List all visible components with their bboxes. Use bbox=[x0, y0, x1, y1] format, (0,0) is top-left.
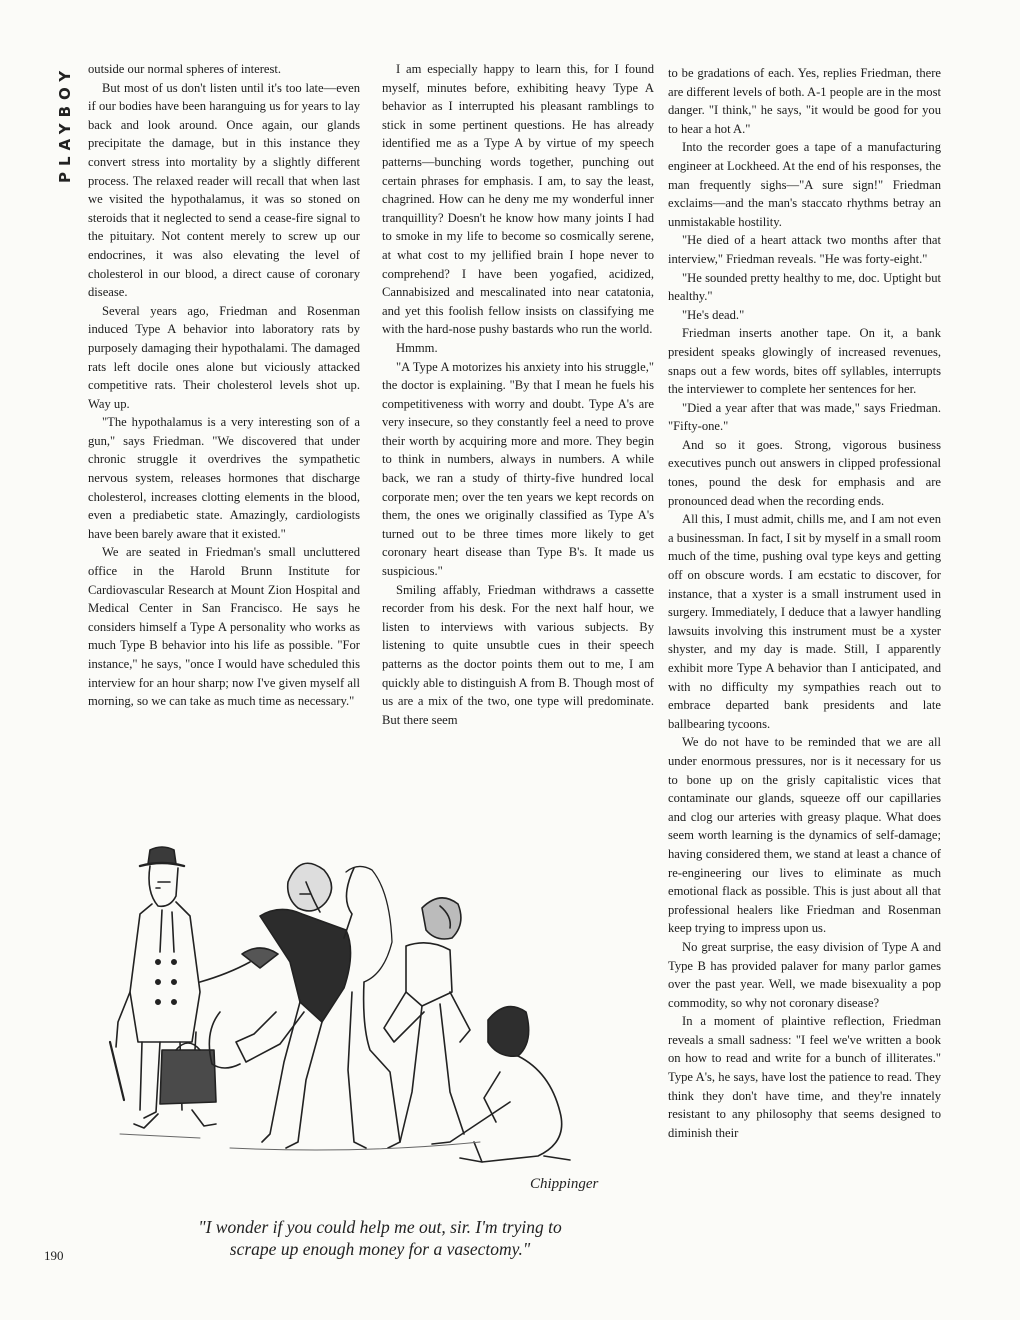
paragraph: Several years ago, Friedman and Rosenman induced Type A behavior into laboratory rats by purposely damaging their hypothalami. The damaged rats left docile ones alone but viciously attacked competitive rats. Their cholesterol levels shot up. Way up. bbox=[88, 303, 360, 411]
paragraph: No great surprise, the easy division of Type A and Type B has provided palaver for many parlor games over the past year. Well, we made bisexuality a pop commodity, so why not coronary disease? bbox=[668, 939, 941, 1010]
paragraph: But most of us don't listen until it's too late—even if our bodies have been haranguing us for years to lay back and look around. Once again, our glands precipitate the damage, but in this instance they convert stress into mortality by a slightly different process. The relaxed reader will recall that when last we visited the hypothalamus, it was so stoned on steroids that it neglected to send a cease-fire signal to the pituitary. Not content merely to screw up our endocrines, it was also elevating the level of cholesterol in our blood, a direct cause of coronary disease. bbox=[88, 80, 360, 300]
page-number: 190 bbox=[44, 1248, 64, 1263]
paragraph: to be gradations of each. Yes, replies Friedman, there are different levels of both. A-1 people are in the most danger. "I think," he says, "it would be good for you to hear a hot A." bbox=[668, 66, 941, 136]
article-column-1 bbox=[88, 60, 360, 711]
paragraph: "He sounded pretty healthy to me, doc. Uptight but healthy." bbox=[668, 270, 941, 304]
caption-line: "I wonder if you could help me out, sir. I'm trying to bbox=[198, 1217, 562, 1237]
caption-line: scrape up enough money for a vasectomy." bbox=[229, 1239, 531, 1259]
paragraph: And so it goes. Strong, vigorous business executives punch out answers in clipped professional tones, pound the desk for emphasis and are pronounced dead when the recording ends. bbox=[668, 437, 941, 508]
paragraph: outside our normal spheres of interest. bbox=[88, 62, 282, 76]
paragraph: Hmmm. bbox=[396, 340, 438, 355]
cartoon-caption bbox=[110, 1216, 650, 1260]
paragraph: We are seated in Friedman's small uncluttered office in the Harold Brunn Institute for Cardiovascular Research at Mount Zion Hospital and Medical Center in San Francisco. He says he considers himself a Type A personality who works as much Type B behavior into his life as possible. "For instance," he says, "once I would have scheduled this interview for an hour sharp; now I've given myself all morning, so we can take as much time as necessary." bbox=[88, 545, 360, 709]
paragraph: Friedman inserts another tape. On it, a bank president speaks glowingly of increased revenues, snaps out a few words, bites off syllables, interrupts the interviewer to complete her sentences for her. bbox=[668, 326, 941, 397]
paragraph: "Died a year after that was made," says Friedman. "Fifty-one." bbox=[668, 400, 941, 434]
article-column-2 bbox=[382, 60, 654, 729]
paragraph: "He's dead." bbox=[682, 307, 745, 322]
kneeling-figure bbox=[432, 1007, 570, 1162]
paragraph: I am especially happy to learn this, for I found myself, minutes before, exhibiting heavy Type A behavior as I interrupted his pleasant ramblings to stick in some pertinent questions. He has already identified me as a Type A by virtue of my speech patterns—bunching words together, punching out certain phrases for emphasis. I am, to say the least, chagrined. How can he deny me my wonderful inner tranquillity? Doesn't he know how many joints I had to smoke in my life to become so cosmically serene, at what cost to my jellified brain I hope never to comprehend? I have been yogafied, acidized, Cannabisized and mescalinated into near catatonia, and yet this foolish fellow insists on classifying me with the hard-nose pushy bastards who run the world. bbox=[382, 62, 654, 337]
article-column-3 bbox=[668, 64, 941, 1142]
paragraph: Into the recorder goes a tape of a manufacturing engineer at Lockheed. At the end of his responses, the man frequently sighs—"A sure sign!" Friedman exclaims—and the man's staccato rhythms betray an unmistakable hostility. bbox=[668, 140, 941, 229]
cartoonist-signature: Chippinger bbox=[530, 1176, 599, 1192]
paragraph: "The hypothalamus is a very interesting son of a gun," says Friedman. "We discovered that under chronic struggle it overdrives the sympathetic nervous system, releases hormones that discharge cholesterol, increases clotting elements in the blood, even a prediabetic state. Amazingly, cardiologists have been barely aware that it existed." bbox=[88, 415, 360, 541]
paragraph: All this, I must admit, chills me, and I am not even a businessman. In fact, I sit by myself in a small room much of the time, pushing oval type keys and getting off on obscure words. I am ecstatic to discover, for instance, that a xyster is a small instrument used in surgery. Immediately, I deduce that a lawyer handling lawsuits involving this instrument must be a xyster shyster, and my day is made. Still, I apparently exhibit more Type A behavior than I anticipated, and with no difficulty my sympathies reach out to embrace departed bank presidents and late ballbearing tycoons. bbox=[668, 512, 941, 731]
paragraph: Smiling affably, Friedman withdraws a cassette recorder from his desk. For the next half hour, we listen to interviews with various subjects. By listening to quite unsubtle cues in their speech patterns as the doctor points them out to me, I am quickly able to distinguish A from B. Though most of us are a mix of the two, one type will predominate. But there seem bbox=[382, 582, 654, 727]
paragraph: In a moment of plaintive reflection, Friedman reveals a small sadness: "I feel we've written a book on how to read and write for a bunch of illiterates." Type A's, he says, have lost the patience to read. They think they don't have time, and they're innately resistant to any philosophy that seems designed to diminish their bbox=[668, 1014, 941, 1140]
gentleman-figure bbox=[110, 847, 278, 1128]
paragraph: "A Type A motorizes his anxiety into his struggle," the doctor is explaining. "By that I mean he fuels his competitiveness with worry and doubt. Type A's are very insecure, so they constantly feel a need to prove their worth by acquiring more and more. They begin to think in numbers, always in numbers. A while back, we ran a study of thirty-five hundred local corporate men; over the ten years we kept records on them, the ones we originally classified as Type A's turned out to be three times more likely to get coronary heart disease than Type B's. It made us suspicious." bbox=[382, 359, 654, 579]
magazine-name: PLAYBOY bbox=[56, 64, 74, 184]
paragraph: "He died of a heart attack two months after that interview," Friedman reveals. "He was forty-eight." bbox=[668, 233, 941, 266]
couple-figures bbox=[209, 863, 400, 1148]
paragraph: We do not have to be reminded that we are all under enormous pressures, nor is it necessary for us to bone up on the grisly capitalistic vices that contaminate our glands, squeeze off our capillaries and clog our arteries with greasy plaque. What does seem worth learning is the dynamics of self-damage; having considered them, we stand at least a chance of re-engineering our lives to eliminate as much emotional flack as possible. This is just about all that professional healers like Friedman and Rosenman keep trying to impress upon us. bbox=[668, 735, 941, 936]
cartoon-illustration bbox=[100, 842, 645, 1212]
woman-figure bbox=[384, 898, 470, 1142]
